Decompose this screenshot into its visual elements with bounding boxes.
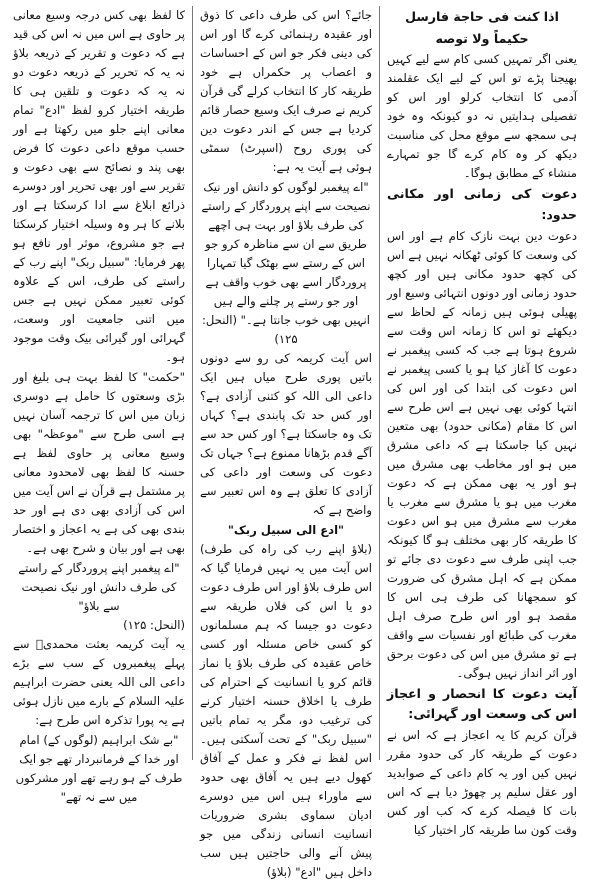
paragraph: "حکمت" کا لفظ بہت ہی بلیغ اور بڑی وسعتوں کا حامل ہے دوسری زبان میں اس کا ترجمہ آسان نہیں ہے اسی طرح سے "موعظہ" بھی وسیع معانی پر حاوی لفظ ہے حسنہ کا لفظ بھی لامحدود معانی پر مشتمل ہے قرآن نے اس آیت میں اس کی آزادی بھی دی ہے اور حد بندی بھی کی ہے یہ اعجاز و اختصار بھی ہے اور بیان و شرح بھی ہے۔ — [13, 370, 185, 555]
arabic-proverb-line-1: اذا کنت فی حاجة فارسل — [405, 9, 559, 24]
arabic-verse: "ادع الی سبیل ربک" — [227, 523, 345, 537]
paragraph: قرآن کریم کا یہ اعجاز ہے کہ اس نے دعوت کے طریقہ کار کی حدود مقرر نہیں کیں اور یہ کام داعی کے صوابدید اور عقل سلیم پر چھوڑ دیا ہے کہ اس بات کا فیصلہ کرے کہ کب اور کس وقت کون سا طریقہ کار اختیار کیا — [387, 727, 577, 837]
section-heading-limits: دعوت کی زمانی اور مکانی حدود: — [387, 186, 577, 222]
verse-translation: "اے پیغمبر لوگوں کو دانش اور نیک نصیحت سے اپنے پروردگار کے راستے کی طرف بلاؤ اور بہت ہی اچھے طریق سے ان سے مناظرہ کرو جو اس کے رستے سے بھٹک گیا تمہارا پروردگار اسے بھی خوب واقف ہے اور جو رستے پر چلنے والے ہیں انہیں بھی خوب جانتا ہے۔" (النحل: ۱۲۵) — [201, 180, 371, 346]
paragraph: دعوت دین بہت نازک کام ہے اور اس کی وسعت کا کوئی ٹھکانہ نہیں ہے اس کی کچھ حدود مکانی ہیں اور کچھ حدود زمانی اور دونوں انتہائی وسیع اور پھیلی ہوئی ہیں زمانہ کے لحاظ سے دیکھئے تو اس کا زمانہ اس وقت سے شروع ہوتا ہے جب کہ کسی پیغمبر نے دعوت کا آغاز کیا ہو یا کسی پیغمبر نے اس دعوت کی ابتدا کی اور اس کی انتہا کوئی بھی نہیں ہے اس طرح سے اس کا مقام (مکانی حدود) بھی متعین نہیں کیا جاسکتا ہے کہ داعی مشرق میں ہو اور مخاطب بھی مشرق میں ہو اور یہ بھی ممکن ہے کہ دعوت مغرب میں ہو یا مشرق سے مغرب یا مغرب سے مشرق میں ہو اس دعوت کا طریقہ کار بھی مختلف ہو گا کیونکہ جب اپنی طرف سے دعوت دی جائے تو ممکن ہے کہ اہل مشرق کی ضرورت کو سمجھانا کی طرف ہی اس کا مقصد ہو اور اس طرح صرف اہل مغرب کی طبائع اور نفسیات سے واقف ہے تو مشرق میں اس کی دعوت برحق اور اثر انداز نہیں ہوگی۔ — [387, 228, 577, 680]
verse-reference: (النحل: ۱۲۵) — [123, 618, 185, 632]
paragraph: جائے؟ اس کی طرف داعی کا ذوق اور عقیدہ رہنمائی کرے گا اور اس کی دینی فکر جو اس کے احساسات و اعصاب پر حکمراں ہے خود طریقہ کار کا انتخاب کرلے گی قرآن کریم نے صرف ایک وسیع حصار قائم کردیا ہے جس کے اندر دعوت دین کی پوری روح (اسپرٹ) سمٹی ہوئی ہے آیت یہ ہے: — [200, 8, 372, 174]
paragraph: کا لفظ بھی کس درجہ وسیع معانی پر حاوی ہے اس میں نہ اس کی قید ہے کہ دعوت و تقریر کے ذریعہ بلاؤ نہ یہ کہ تحریر کے ذریعہ دعوت دو نہ یہ کہ دعوت و تلقین ہی کا طریقہ اختیار کرو لفظ "ادع" تمام معانی اپنے جلو میں رکھتا ہے اور حسب موقع داعی دعوت کا فرض بھی پند و نصائح سے بھی دعوت و تقریر سے اور بھی تحریر اور دوسرے ذرائع ابلاغ سے ادا کرسکتا ہے اور بلانے کا ہر وہ وسیلہ اختیار کرسکتا ہے جو مشروع، موثر اور نافع ہو پھر فرمایا: "سبیل ربک" اپنے رب کے راستے کی طرف، اس کے علاوہ کوئی تعبیر ممکن نہیں ہے جس میں اتنی جامعیت اور وسعت، گہرائی اور گیرائی بیک وقت موجود ہو۔ — [13, 8, 185, 364]
section-heading-verse-scope: آیت دعوت کا انحصار و اعجاز اس کی وسعت اور گہرائی: — [387, 685, 577, 722]
paragraph: اس آیت کریمہ کی رو سے دونوں باتیں پوری طرح میاں ہیں ایک داعی الی اللہ کو کتنی آزادی ہے؟ اور کس حد تک پابندی ہے؟ کہاں تک وہ جاسکتا ہے؟ اور کس حد سے آگے قدم بڑھانا ممنوع ہے؟ جہاں تک دعوت کی وسعت اور داعی کی آزادی کا تعلق ہے وہ اس تعبیر سے واضح ہے کہ — [200, 351, 372, 517]
column-left — [6, 6, 192, 804]
arabic-proverb-line-2: حکیماً ولا توصه — [435, 30, 529, 46]
paragraph: یعنی اگر تمہیں کسی کام سے لیے کہیں بھیجنا پڑے تو اس کے لیے ایک عقلمند آدمی کا انتخاب کرلو اور اس کو تفصیلی ہدایتیں نہ دو کیونکہ وہ خود ہی سمجھ سے موقع محل کی مناسبت دیکھ کر وہ کام کرے گا جو تمہارے منشاء کے مطابق ہوگا۔ — [387, 52, 577, 181]
paragraph: (بلاؤ اپنے رب کی راہ کی طرف) اس آیت میں یہ نہیں فرمایا گیا کہ اس طرف بلاؤ اور اس طرف دعوت دو یا اس کی فلاں طریقہ سے دعوت دو جیسا کہ ہم مسلمانوں کو کسی خاص مسئلہ اور کسی خاص عقیدہ کی طرف بلاؤ یا نماز قائم کرو یا انسانیت کے احترام کی طرف یا اخلاق حسنہ اختیار کرنے کی ترغیب دو، مگر یہ تمام باتیں "سبیل ربک" کے تحت آسکتی ہیں۔ اس لفظ نے فکر و عمل کے آفاق کھول دیے ہیں یہ آفاق بھی حدود سے ماوراء ہیں اس میں دوسرے ادیان سماوی بشری ضروریات انسانیت انسانی زندگی میں جو پیش آنے والی حاجتیں ہیں سب داخل ہیں "ادع" (بلاؤ) — [200, 542, 372, 879]
verse-translation: "اے پیغمبر اپنے پروردگار کے راستے کی طرف دانش اور نیک نصیحت سے بلاؤ" — [18, 561, 180, 613]
paragraph: یہ آیت کریمہ بعثت محمدیؐ سے پہلے پیغمبروں کے سب سے بڑے داعی الی اللہ یعنی حضرت ابراہیم علیہ السلام کے بارے میں نازل ہوئی ہے یہ پورا تذکرہ اس طرح ہے: — [13, 637, 185, 727]
column-middle — [192, 6, 380, 879]
verse-translation: "بے شک ابراہیم (لوگوں کے) امام اور خدا کے فرمانبردار تھے جو ایک طرف کے ہو رہے تھے اور مشرکوں میں سے نہ تھے" — [15, 733, 183, 804]
column-right — [380, 6, 584, 837]
